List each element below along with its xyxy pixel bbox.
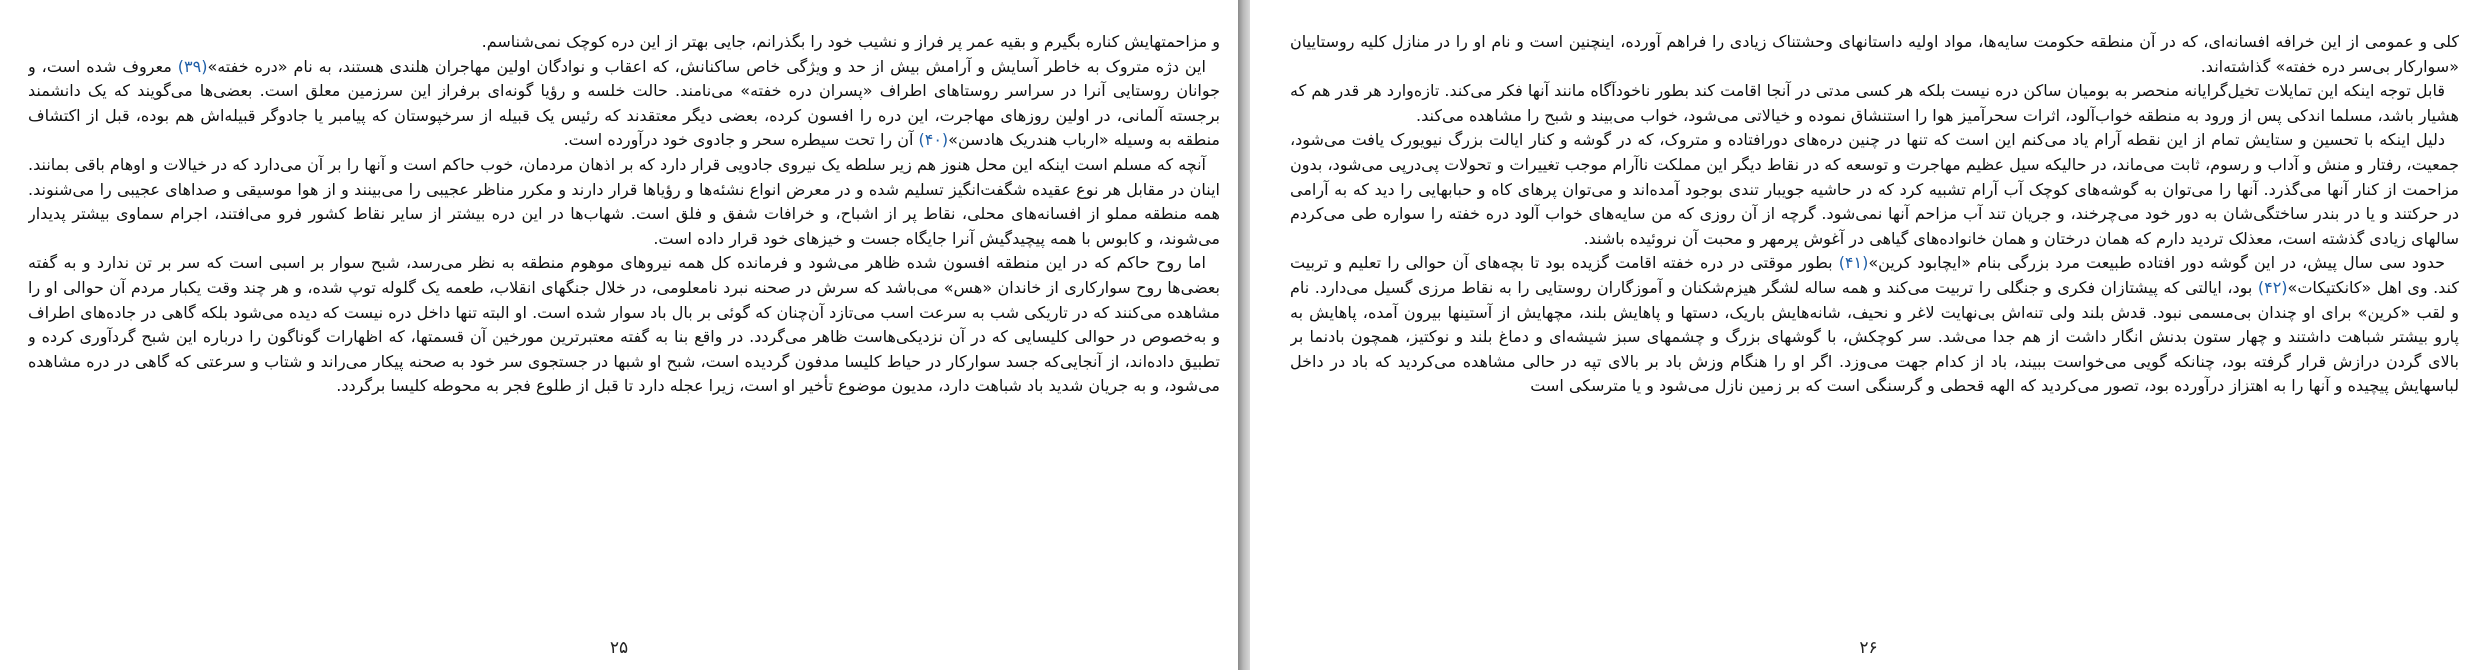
page-number: ۲۵: [609, 638, 629, 658]
paragraph: [1290, 30, 2459, 79]
footnote-ref[interactable]: (۴۰): [918, 130, 949, 150]
paragraph-text: کلی و عمومی از این خرافه افسانه‌ای، که در آن منطقه حکومت سایه‌ها، مواد اولیه داستانهای وحشتناک زیادی را فراهم آورده، اینچنین است و نام او را در منازل کلیه روستاییان «سوارکار بی‌سر دره خفته» گذاشته‌اند.: [1290, 32, 2459, 76]
footnote-ref[interactable]: (۴۲): [2257, 277, 2288, 297]
paragraph-text: و مزاحمتهایش کناره بگیرم و بقیه عمر پر فراز و نشیب خود را بگذرانم، جایی بهتر از این دره کوچک نمی‌شناسم.: [481, 32, 1220, 51]
paragraph-text: قابل توجه اینکه این تمایلات تخیل‌گرایانه منحصر به بومیان ساکن دره نیست بلکه هر کسی مدتی در آنجا اقامت کند بطور ناخودآگاه مانند آنها فکر می‌کند. تازه‌وارد هر قدر هم که هشیار باشد، مسلما اندکی پس از ورود به منطقه خواب‌آلود، اثرات سحرآمیز هوا را استنشاق نموده و خیالاتی می‌شود، خواب می‌بیند و شبح را مشاهده می‌کند.: [1290, 81, 2459, 125]
paragraph-text: آنچه که مسلم است اینکه این محل هنوز هم زیر سلطه یک نیروی جادویی قرار دارد که بر اذهان مردمان، خوب حاکم است و آنها را بر آن می‌دارد که در خیالات و اوهام باقی بمانند. اینان در مقابل هر نوع عقیده شگفت‌انگیز تسلیم شده و در معرض انواع نشئه‌ها و رؤیاها قرار دارند و مکرر مناظر عجیبی را می‌بینند و از هوا موسیقی و صداهای عجیبی را می‌شنوند. همه منطقه مملو از افسانه‌های محلی، نقاط پر از اشباح، و خرافات شفق و فلق است. شهاب‌ها در این دره بیشتر از سایر نقاط کشور فرو می‌افتند، اجرام سماوی بیشتر پدیدار می‌شوند، و کابوس با همه پیچیدگیش آنرا جایگاه جست و خیزهای خود قرار داده است.: [28, 154, 1220, 248]
paragraph: [1290, 128, 2459, 251]
paragraph: [28, 251, 1220, 399]
paragraph: [28, 153, 1220, 251]
paragraph: [28, 30, 1220, 55]
paragraph: [1290, 79, 2459, 128]
paragraph-text: این دژه متروک به خاطر آسایش و آرامش بیش از حد و ویژگی خاص ساکنانش، که اعقاب و نوادگان اولین مهاجران هلندی هستند، به نام «دره خفته»: [207, 56, 1206, 76]
paragraph-text: اما روح حاکم که در این منطقه افسون شده ظاهر می‌شود و فرمانده کل همه نیروهای موهوم منطقه به نظر می‌رسد، شبح سوار بر اسبی است که سر بر تن ندارد و به گفته بعضی‌ها روح سوارکاری از خاندان «هس» می‌باشد که سرش در صحنه نبرد نامعلومی، در خلال جنگهای انقلاب، طعمه یک گلوله توپ شده، و هر چند وقت یکبار مردم آن حوالی او را مشاهده می‌کنند که در تاریکی شب به سرعت اسب می‌تازد آن‌چنان که گوئی بر بال باد سوار شده است. او البته تنها داخل دره نیست که دیده می‌شود بلکه گاهی در جاده‌های اطراف و به‌خصوص در حوالی کلیسایی که در آن نزدیکی‌هاست ظاهر می‌گردد. در واقع بنا به گفته معتبرترین مورخین آن قسمتها، که اظهارات گوناگون را درباره این شبح گردآوری کرده و تطبیق داده‌اند، از آنجایی‌که جسد سوارکار در حیاط کلیسا مدفون گردیده است، شبح او شبها در جستجوی سر خود به صحنه پیکار می‌راند و شتاب و سرعتی که گاهی در دره مشاهده می‌شود، و به جریان شدید باد شباهت دارد، مدیون موضوع تأخیر او است، زیرا عجله دارد تا قبل از طلوع فجر به محوطه کلیسا برگردد.: [28, 253, 1220, 396]
paragraph-text: حدود سی سال پیش، در این گوشه دور افتاده طبیعت مرد بزرگی بنام «ایچابود کرین»: [1868, 253, 2446, 273]
paragraph: [28, 55, 1220, 153]
right-page: [1250, 0, 2487, 670]
left-page-text: [28, 30, 1220, 590]
paragraph-text: معروف شده است، و جوانان روستایی آنرا در سراسر روستاهای اطراف «پسران دره خفته» می‌نامند. حالت خلسه و رؤیا گونه‌ای برفراز این سرزمین معلق است. بعضی‌ها می‌گویند که یک دانشمند برجسته آلمانی، در اولین روزهای مهاجرت، این دره را افسون کرده، بعضی دیگر معتقدند که رئیس یک قبیله از سرخپوستان که پیامبر یا جادوگر قبیله‌اش هم بوده، قبل از اکتشاف منطقه به وسیله «ارباب هندریک هادسن»: [28, 56, 1220, 150]
footnote-ref[interactable]: (۴۱): [1838, 253, 1869, 273]
book-spine: [1238, 0, 1250, 670]
left-page: [0, 0, 1238, 670]
page-number: ۲۶: [1859, 638, 1878, 658]
paragraph: [1290, 251, 2459, 399]
right-page-text: [1290, 30, 2459, 590]
paragraph-text: دلیل اینکه با تحسین و ستایش تمام از این نقطه آرام یاد می‌کنم این است که تنها در چنین دره‌های دورافتاده و متروک، که در گوشه و کنار ایالت بزرگ نیویورک یافت می‌شود، جمعیت، رفتار و منش و آداب و رسوم، ثابت می‌ماند، در حالیکه سیل عظیم مهاجرت و توسعه که در نقاط دیگر این مملکت ناآرام موجب تغییرات و تحولات پی‌درپی می‌شود، بدون مزاحمت از کنار آنها می‌گذرد. آنها را می‌توان به گوشه‌های کوچک آب آرام تشبیه کرد که در حاشیه جویبار تندی بوجود آمده‌اند و می‌توان پرهای کاه و حبابهایی را دید که به آرامی در حرکتند و یا در بندر ساختگی‌شان به دور خود می‌چرخند، و جریان تند آب مزاحم آنها نمی‌شود. گرچه از آن روزی که من سایه‌های خواب آلود دره خفته را سواره طی می‌کردم سالهای زیادی گذشته است، معذلک تردید دارم که همان درختان و همان خانواده‌های گیاهی در آغوش پرمهر و محبت آن نروئیده باشند.: [1290, 130, 2459, 248]
paragraph-text: بود، ایالتی که پیشتازان فکری و جنگلی را تربیت می‌کند و همه ساله لشگر هیزم‌شکنان و آموزگاران روستایی را به نقاط مرزی گسیل می‌دارد. نام و لقب «کرین» برای او چندان بی‌مسمی نبود. قدش بلند ولی تنه‌اش بی‌نهایت لاغر و نحیف، شانه‌هایش باریک، دستها و پاهایش بلند، مچهایش از آستینها بیرون آمده، پاهایش به پارو بیشتر شباهت داشتند و چهار ستون بدنش انگار داشت از هم جدا می‌شد. سر کوچکش، با گوشهای بزرگ و چشمهای سبز شیشه‌ای و دماغ بلند و نوکتیز، همچون بادنما بر بالای گردن درازش قرار گرفته بود، چنانکه گویی می‌خواست ببیند، باد از کدام جهت می‌وزد. اگر او را هنگام وزش باد بر بالای تپه در حالی مشاهده می‌کردید که باد در داخل لباسهایش پیچیده و آنها را به اهتزاز درآورده بود، تصور می‌کردید که الهه قحطی و گرسنگی است که بر زمین نازل می‌شود و یا مترسکی است: [1290, 277, 2459, 396]
paragraph-text: آن را تحت سیطره سحر و جادوی خود درآورده است.: [563, 130, 919, 150]
paragraph-text: بطور موقتی در دره خفته اقامت گزیده بود تا بچه‌های آن حوالی را تعلیم و تربیت کند. وی اهل «کانکتیکات»: [1290, 253, 2459, 297]
footnote-ref[interactable]: (۳۹): [177, 56, 208, 76]
